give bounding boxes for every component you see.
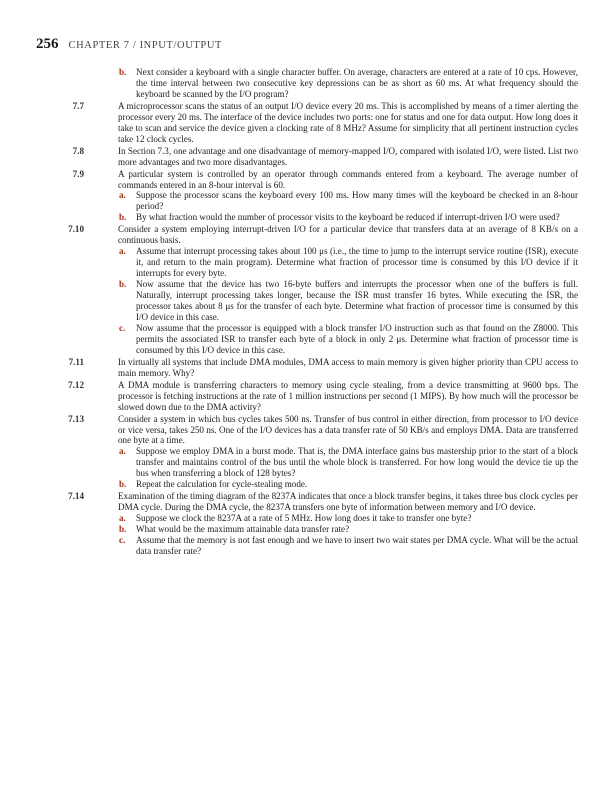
- running-head: [36, 36, 222, 54]
- part-text: Assume that interrupt processing takes about 100 μs (i.e., the time to jump to the interrupt service routine (ISR), execute it, and return to the main program). Determine what fraction of processor time is consumed by this I/O device if it interrupts for every byte.: [136, 246, 578, 279]
- problem-number: 7.14: [68, 491, 84, 502]
- problem-part: [118, 67, 578, 100]
- problem-part: [118, 479, 578, 490]
- part-text: Now assume that the device has two 16-byte buffers and interrupts the processor when one of the buffers is full. Naturally, interrupt processing takes longer, because the ISR must transfer 16 bytes. While executing the ISR, the processor takes about 8 μs for the transfer of each byte. Determine what fraction of processor time is consumed by this I/O device in this case.: [136, 279, 578, 322]
- problem-part: [118, 212, 578, 223]
- part-text: Suppose the processor scans the keyboard every 100 ms. How many times will the keyboard be checked in an 8-hour period?: [136, 190, 578, 212]
- part-letter: c.: [119, 322, 126, 333]
- problem-number: 7.12: [68, 379, 84, 390]
- part-text: Suppose we clock the 8237A at a rate of 5 MHz. How long does it take to transfer one byte?: [136, 513, 472, 524]
- chapter-title: CHAPTER 7 / INPUT/OUTPUT: [68, 40, 223, 51]
- problem-part: [118, 323, 578, 356]
- part-text: Assume that the memory is not fast enough and we have to insert two wait states per DMA cycle. What will be the actual data transfer rate?: [136, 535, 578, 556]
- problem-7-7: [72, 100, 578, 145]
- part-letter: b.: [119, 67, 127, 77]
- problem-7-8: [72, 145, 578, 168]
- problem-number: 7.8: [72, 145, 84, 156]
- part-letter: c.: [119, 535, 126, 546]
- problem-part: [118, 524, 578, 535]
- part-text: Suppose we employ DMA in a burst mode. That is, the DMA interface gains bus mastership prior to the start of a block transfer and maintains control of the bus until the whole block is transferred. For how long would the device tie up the bus when transferring a block of 128 bytes?: [136, 446, 578, 479]
- problem-7-9: [72, 168, 578, 224]
- problem-text: A particular system is controlled by an operator through commands entered from a keyboard. The average number of commands entered in an 8-hour interval is 60.: [118, 168, 578, 190]
- part-letter: b.: [119, 524, 127, 535]
- problem-number: 7.10: [68, 224, 84, 235]
- problem-part: [118, 190, 578, 212]
- part-letter: b.: [119, 212, 127, 223]
- problem-text: In virtually all systems that include DMA modules, DMA access to main memory is given higher priority than CPU access to main memory. Why?: [118, 356, 578, 378]
- problem-text: A microprocessor scans the status of an output I/O device every 20 ms. This is accomplished by means of a timer alerting the processor every 20 ms. The interface of the device includes two ports: one for status and one for data output. How long does it take to scan and service the device given a clocking rate of 8 MHz? Assume for simplicity that all pertinent instruction cycles take 12 clock cycles.: [118, 100, 578, 144]
- problem-text: A DMA module is transferring characters to memory using cycle stealing, from a device transmitting at 9600 bps. The processor is fetching instructions at the rate of 1 million instructions per second (1 MIPS). By how much will the processor be slowed down due to the DMA activity?: [118, 379, 578, 412]
- problem-number: 7.9: [72, 168, 84, 179]
- problem-text: Consider a system in which bus cycles takes 500 ns. Transfer of bus control in either direction, from processor to I/O device or vice versa, takes 250 ns. One of the I/O devices has a data transfer rate of 50 KB/s and employs DMA. Data are transferred one byte at a time.: [118, 413, 578, 446]
- problem-part: [118, 446, 578, 479]
- problem-text: In Section 7.3, one advantage and one disadvantage of memory-mapped I/O, compared with isolated I/O, were listed. List two more advantages and two more disadvantages.: [118, 145, 578, 167]
- page-number: 256: [36, 36, 59, 52]
- problem-part: [118, 246, 578, 279]
- problem-part: [118, 279, 578, 323]
- part-text: By what fraction would the number of processor visits to the keyboard be reduced if interrupt-driven I/O were used?: [136, 212, 560, 223]
- part-text: Next consider a keyboard with a single character buffer. On average, characters are entered at a rate of 10 cps. However, the time interval between two consecutive key depressions can be as short as 60 ms. At what frequency should the keyboard be scanned by the I/O program?: [136, 67, 578, 99]
- problem-number: 7.7: [72, 100, 84, 111]
- problem-number: 7.13: [68, 413, 84, 424]
- part-letter: a.: [119, 246, 126, 257]
- problem-7-13: [68, 413, 578, 491]
- part-letter: a.: [119, 446, 126, 457]
- part-letter: b.: [119, 279, 127, 290]
- problem-7-11: [68, 356, 578, 379]
- problem-number: 7.11: [68, 356, 84, 367]
- problem-7-12: [68, 379, 578, 413]
- problem-list: [68, 66, 578, 557]
- part-text: Repeat the calculation for cycle-stealing mode.: [136, 479, 308, 490]
- part-letter: b.: [119, 479, 127, 490]
- part-letter: a.: [119, 513, 126, 524]
- problem-text: Consider a system employing interrupt-driven I/O for a particular device that transfers data at an average of 8 KB/s on a continuous basis.: [118, 224, 578, 246]
- problem-part: [118, 535, 578, 557]
- problem-text: Examination of the timing diagram of the 8237A indicates that once a block transfer begins, it takes three bus clock cycles per DMA cycle. During the DMA cycle, the 8237A transfers one byte of information between memory and I/O device.: [118, 491, 578, 513]
- part-text: Now assume that the processor is equipped with a block transfer I/O instruction such as that found on the Z8000. This permits the associated ISR to transfer each byte of a block in only 2 μs. Determine what fraction of processor time is consumed by this I/O device in this case.: [136, 322, 578, 355]
- part-letter: a.: [119, 190, 126, 201]
- problem-continuation: [90, 67, 578, 100]
- problem-7-10: [68, 224, 578, 355]
- problem-7-14: [68, 491, 578, 557]
- part-text: What would be the maximum attainable data transfer rate?: [136, 524, 350, 535]
- problem-part: [118, 513, 578, 524]
